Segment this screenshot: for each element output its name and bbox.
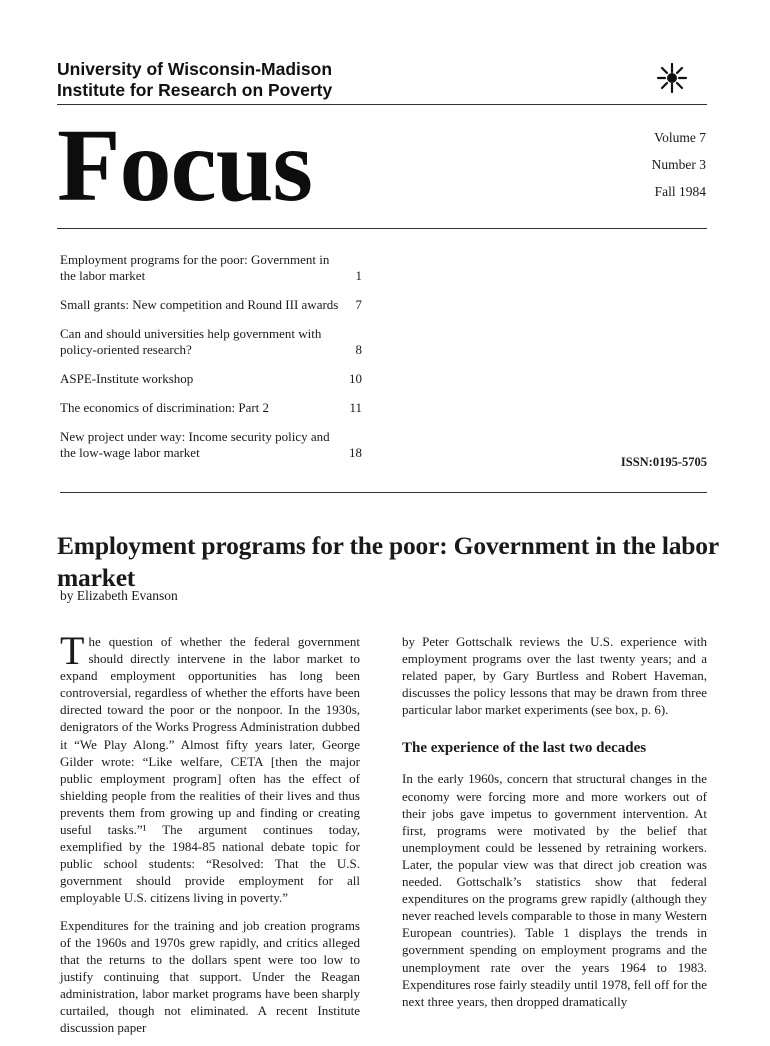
issue-number: Number 3 [651, 157, 706, 172]
issue-info [560, 124, 706, 205]
toc-item[interactable] [60, 326, 370, 358]
toc-item[interactable] [60, 400, 370, 416]
toc-item[interactable] [60, 371, 370, 387]
toc-item-title: New project under way: Income security policy and the low-wage labor market [60, 429, 330, 460]
toc-item[interactable] [60, 429, 370, 461]
article-paragraph [60, 628, 360, 907]
contents-rule [60, 492, 707, 493]
toc-item-page: 11 [349, 400, 362, 415]
toc-item-title: The economics of discrimination: Part 2 [60, 400, 270, 415]
header-rule [57, 104, 707, 105]
table-of-contents [60, 252, 370, 474]
article-byline: by Elizabeth Evanson [60, 588, 178, 603]
toc-item-page: 10 [349, 371, 362, 386]
drop-cap: T [60, 628, 85, 673]
toc-item[interactable] [60, 297, 370, 313]
institution-name [57, 59, 617, 101]
article-subheading: The experience of the last two decades [402, 740, 647, 757]
masthead-rule [57, 228, 707, 229]
toc-item-title: Small grants: New competition and Round III awards [60, 297, 339, 312]
toc-item-page: 1 [355, 268, 362, 283]
toc-item[interactable] [60, 252, 370, 284]
article-headline: Employment programs for the poor: Government in the labor market [57, 531, 719, 592]
issue-date: Fall 1984 [654, 184, 706, 199]
toc-item-page: 7 [355, 297, 362, 312]
article-paragraph: In the early 1960s, concern that structural changes in the economy were forcing more and more workers out of their jobs gave impetus to government intervention. At first, programs were motivated by the belief that unemployment could be lessened by retraining workers. Later, the popular view was that direct job creation was needed. Gottschalk’s statistics show that federal expenditures on the programs grew rapidly (although they never reached levels comparable to those in many Western European countries). Table 1 displays the trends in government spending on employment programs and the unemployment rate over the years 1964 to 1983. Expenditures rose fairly steadily until 1978, fell off for the next three years, then dropped dramatically [402, 771, 707, 1009]
toc-item-page: 8 [355, 342, 362, 357]
article-column-right [402, 633, 707, 1020]
toc-item-title: Can and should universities help government with policy-oriented research? [60, 326, 322, 357]
issue-volume: Volume 7 [654, 130, 706, 145]
institution-line-1: University of Wisconsin-Madison [57, 59, 333, 79]
article-paragraph: Expenditures for the training and job creation programs of the 1960s and 1970s grew rapidly, and critics alleged that the returns to the dollars spent were too low to justify continuing that support. Under the Reagan administration, labor market programs have been sharply curtailed, though not eliminated. A recent Institute discussion paper [60, 917, 360, 1036]
toc-item-page: 18 [349, 445, 362, 460]
issn-number: ISSN:0195-5705 [620, 455, 707, 469]
institution-line-2: Institute for Research on Poverty [57, 80, 333, 100]
toc-item-title: Employment programs for the poor: Government in the labor market [60, 252, 330, 283]
institute-emblem-icon [650, 60, 694, 96]
article-paragraph: by Peter Gottschalk reviews the U.S. experience with employment programs over the last twenty years; and a related paper, by Gary Burtless and Robert Haveman, discusses the policy lessons that may be drawn from three particular labor market experiments (see box, p. 6). [402, 634, 707, 718]
article-paragraph-text: he question of whether the federal government should directly intervene in the labor market to expand employment opportunities has long been controversial, regardless of whether the efforts have been directed toward the poor or the nonpoor. In the 1930s, denigrators of the Works Progress Administration dubbed it “We Play Along.” Almost fifty years later, George Gilder wrote: “Like welfare, CETA [then the major public employment program] often has the effect of shielding people from the realities of their lives and thus prevents them from growing up and finding or creating useful tasks.”¹ The argument continues today, exemplified by the 1984-85 national debate topic for public school students: “Resolved: That the U.S. government should provide employment for all employable U.S. citizens living in poverty.” [60, 634, 360, 906]
article-column-left [60, 628, 360, 1046]
masthead-title: Focus [57, 108, 312, 223]
toc-item-title: ASPE-Institute workshop [60, 371, 194, 386]
